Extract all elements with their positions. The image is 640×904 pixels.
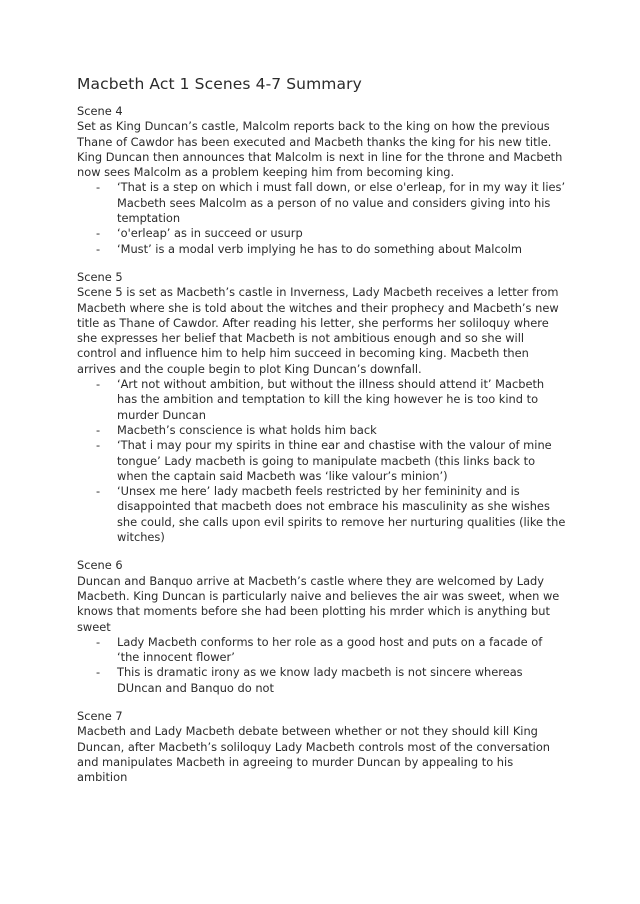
- dash-bullet-icon: -: [96, 226, 101, 241]
- scene-summary: Scene 5 is set as Macbeth’s castle in Inverness, Lady Macbeth receives a letter from Macbeth where she is told about the witches and their prophecy and Macbeth’s new title as Thane of Cawdor. After reading his letter, she performs her soliloquy where she expresses her belief that Macbeth is not ambitious enough and so she will control and influence him to help him succeed in becoming king. Macbeth then arrives and the couple begin to plot King Duncan’s downfall.: [77, 285, 559, 376]
- bullet-item: [77, 635, 567, 666]
- bullet-list: [77, 377, 567, 545]
- bullet-list: [77, 635, 567, 696]
- bullet-text: This is dramatic irony as we know lady macbeth is not sincere whereas DUncan and Banquo do not: [117, 665, 523, 695]
- document-page: [77, 74, 567, 798]
- bullet-item: [77, 484, 567, 545]
- scene-heading: Scene 5: [77, 269, 123, 284]
- bullet-item: [77, 438, 567, 484]
- dash-bullet-icon: -: [96, 438, 101, 453]
- dash-bullet-icon: -: [96, 665, 101, 680]
- scene-summary: Macbeth and Lady Macbeth debate between whether or not they should kill King Duncan, after Macbeth’s soliloquy Lady Macbeth controls most of the conversation and manipulates Macbeth in agreeing to murder Duncan by appealing to his ambition: [77, 724, 551, 785]
- bullet-text: ‘o'erleap’ as in succeed or usurp: [117, 226, 303, 241]
- scene-summary: Duncan and Banquo arrive at Macbeth’s castle where they are welcomed by Lady Macbeth. King Duncan is particularly naive and believes the air was sweet, when we knows that moments before she had been plotting his mrder which is anything but sweet: [77, 573, 560, 634]
- bullet-item: [77, 423, 567, 438]
- bullet-text: Macbeth’s conscience is what holds him back: [117, 422, 377, 437]
- scene-heading: Scene 6: [77, 558, 123, 573]
- dash-bullet-icon: -: [96, 634, 101, 649]
- scene-summary: Set as King Duncan’s castle, Malcolm reports back to the king on how the previous Thane of Cawdor has been executed and Macbeth thanks the king for his new title. King Duncan then announces that Malcolm is next in line for the throne and Macbeth now sees Malcolm as a problem keeping him from becoming king.: [77, 119, 563, 180]
- bullet-item: [77, 180, 567, 226]
- document-title: Macbeth Act 1 Scenes 4-7 Summary: [77, 75, 362, 93]
- bullet-item: [77, 242, 567, 257]
- bullet-text: Lady Macbeth conforms to her role as a good host and puts on a facade of ‘the innocent flower’: [117, 634, 543, 665]
- bullet-text: ‘That i may pour my spirits in thine ear and chastise with the valour of mine tongue’ Lady macbeth is going to manipulate macbeth (this links back to when the captain said Macbeth was ‘like valour’s minion’): [117, 438, 552, 483]
- bullet-text: ‘Must’ is a modal verb implying he has to do something about Malcolm: [117, 241, 522, 256]
- bullet-text: ‘Unsex me here’ lady macbeth feels restricted by her femininity and is disappointed that macbeth does not embrace his masculinity as she wishes she could, she calls upon evil spirits to remove her nurturing qualities (like the witches): [117, 484, 566, 545]
- bullet-list: [77, 180, 567, 256]
- dash-bullet-icon: -: [96, 484, 101, 499]
- scene-5-section: [77, 270, 567, 545]
- scene-6-section: [77, 558, 567, 696]
- bullet-text: ‘That is a step on which i must fall down, or else o'erleap, for in my way it lies’ Macbeth sees Malcolm as a person of no value and considers giving into his temptation: [117, 180, 566, 226]
- scene-heading: Scene 4: [77, 104, 123, 118]
- dash-bullet-icon: -: [96, 422, 101, 437]
- bullet-item: [77, 226, 567, 241]
- bullet-item: [77, 377, 567, 423]
- scene-heading: Scene 7: [77, 708, 123, 723]
- dash-bullet-icon: -: [96, 241, 101, 256]
- bullet-text: ‘Art not without ambition, but without the illness should attend it’ Macbeth has the ambition and temptation to kill the king however he is too kind to murder Duncan: [117, 377, 545, 422]
- scene-7-section: [77, 709, 567, 785]
- dash-bullet-icon: -: [96, 377, 101, 392]
- bullet-item: [77, 665, 567, 696]
- dash-bullet-icon: -: [96, 180, 101, 195]
- scene-4-section: [77, 104, 567, 257]
